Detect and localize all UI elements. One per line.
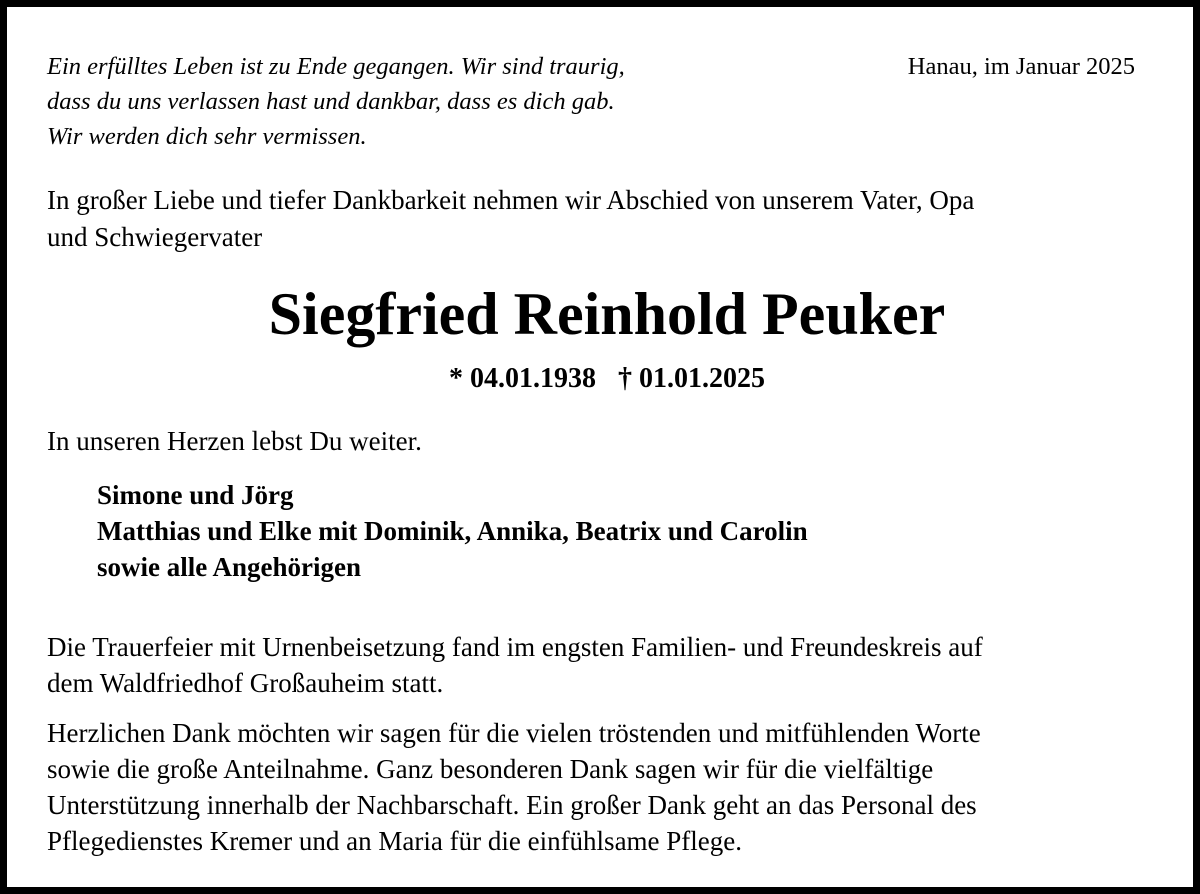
- intro-line: und Schwiegervater: [47, 222, 263, 252]
- mourners-list: [97, 477, 808, 585]
- motto-line: Wir werden dich sehr vermissen.: [47, 123, 367, 150]
- thanks-line: Herzlichen Dank möchten wir sagen für die vielen tröstenden und mitfühlenden Worte: [47, 718, 981, 748]
- thanks-line: Pflegedienstes Kremer und an Maria für die einfühlsame Pflege.: [47, 826, 743, 856]
- motto-line: dass du uns verlassen hast und dankbar, dass es dich gab.: [47, 88, 615, 115]
- motto-line: Ein erfülltes Leben ist zu Ende gegangen. Wir sind traurig,: [47, 53, 625, 80]
- deceased-name: Siegfried Reinhold Peuker: [268, 281, 946, 347]
- ceremony-line: dem Waldfriedhof Großauheim statt.: [47, 668, 444, 698]
- mourner-entry: Simone und Jörg: [97, 480, 294, 510]
- thanks-line: Unterstützung innerhalb der Nachbarschaft. Ein großer Dank geht an das Personal des: [47, 790, 977, 820]
- mourner-entry: sowie alle Angehörigen: [97, 552, 361, 582]
- thanks-notice: [47, 715, 981, 859]
- place-and-date: Hanau, im Januar 2025: [907, 53, 1135, 80]
- heart-line: In unseren Herzen lebst Du weiter.: [47, 426, 422, 456]
- motto-quote: [47, 49, 625, 154]
- mourner-entry: Matthias und Elke mit Dominik, Annika, Beatrix und Carolin: [97, 516, 808, 546]
- ceremony-line: Die Trauerfeier mit Urnenbeisetzung fand im engsten Familien- und Freundeskreis auf: [47, 632, 983, 662]
- death-date: † 01.01.2025: [618, 363, 765, 394]
- birth-date: * 04.01.1938: [449, 363, 596, 394]
- life-dates: [7, 359, 1200, 399]
- intro-line: In großer Liebe und tiefer Dankbarkeit nehmen wir Abschied von unserem Vater, Opa: [47, 185, 975, 215]
- ceremony-notice: [47, 629, 983, 701]
- intro-text: [47, 182, 974, 256]
- thanks-line: sowie die große Anteilnahme. Ganz besonderen Dank sagen wir für die vielfältige: [47, 754, 934, 784]
